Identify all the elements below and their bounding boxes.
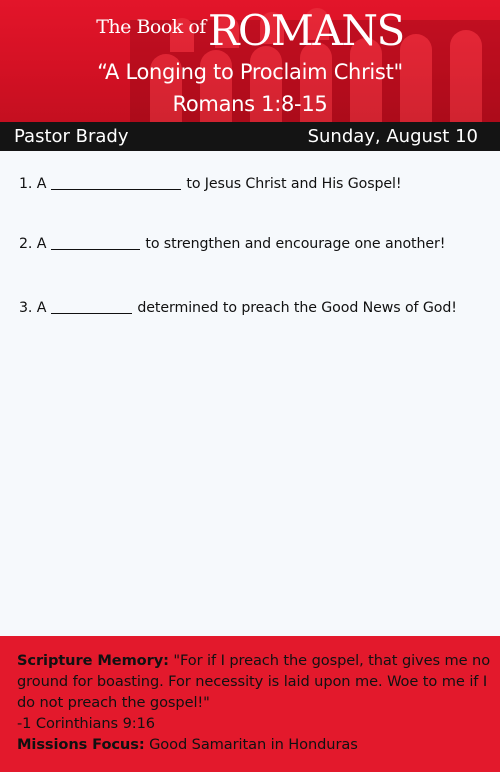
sermon-reference: Romans 1:8-15 — [172, 92, 328, 116]
sermon-point-3 — [19, 300, 457, 316]
point-prefix: 3. A — [19, 300, 47, 316]
footer-text — [17, 650, 492, 755]
point-suffix: determined to preach the Good News of God! — [137, 300, 457, 316]
scripture-reference: -1 Corinthians 9:16 — [17, 715, 155, 732]
fill-in-blank — [51, 177, 181, 190]
scripture-memory — [17, 650, 492, 713]
sermon-date: Sunday, August 10 — [307, 126, 478, 147]
info-bar — [0, 122, 500, 151]
sermon-point-2 — [19, 236, 445, 252]
pastor-name: Pastor Brady — [14, 126, 129, 147]
scripture-memory-text: "For if I preach the gospel, that gives me no ground for boasting. For necessity is laid upon me. Woe to me if I do not preach the gospel!" — [17, 652, 491, 711]
header-banner — [0, 0, 500, 122]
point-suffix: to strengthen and encourage one another! — [145, 236, 446, 252]
point-suffix: to Jesus Christ and His Gospel! — [186, 176, 402, 192]
point-prefix: 2. A — [19, 236, 47, 252]
book-title — [0, 6, 500, 55]
sermon-title: “A Longing to Proclaim Christ" — [97, 60, 403, 84]
sermon-point-1 — [19, 176, 402, 192]
fill-in-blank — [51, 301, 132, 314]
book-title-name: ROMANS — [207, 6, 404, 55]
missions-focus-text: Good Samaritan in Honduras — [144, 736, 358, 753]
book-title-prefix: The Book of — [96, 16, 206, 38]
point-prefix: 1. A — [19, 176, 47, 192]
missions-focus-label: Missions Focus: — [17, 736, 145, 753]
footer-panel — [0, 636, 500, 772]
scripture-memory-label: Scripture Memory: — [17, 652, 169, 669]
fill-in-blank — [51, 237, 140, 250]
missions-focus — [17, 734, 492, 755]
